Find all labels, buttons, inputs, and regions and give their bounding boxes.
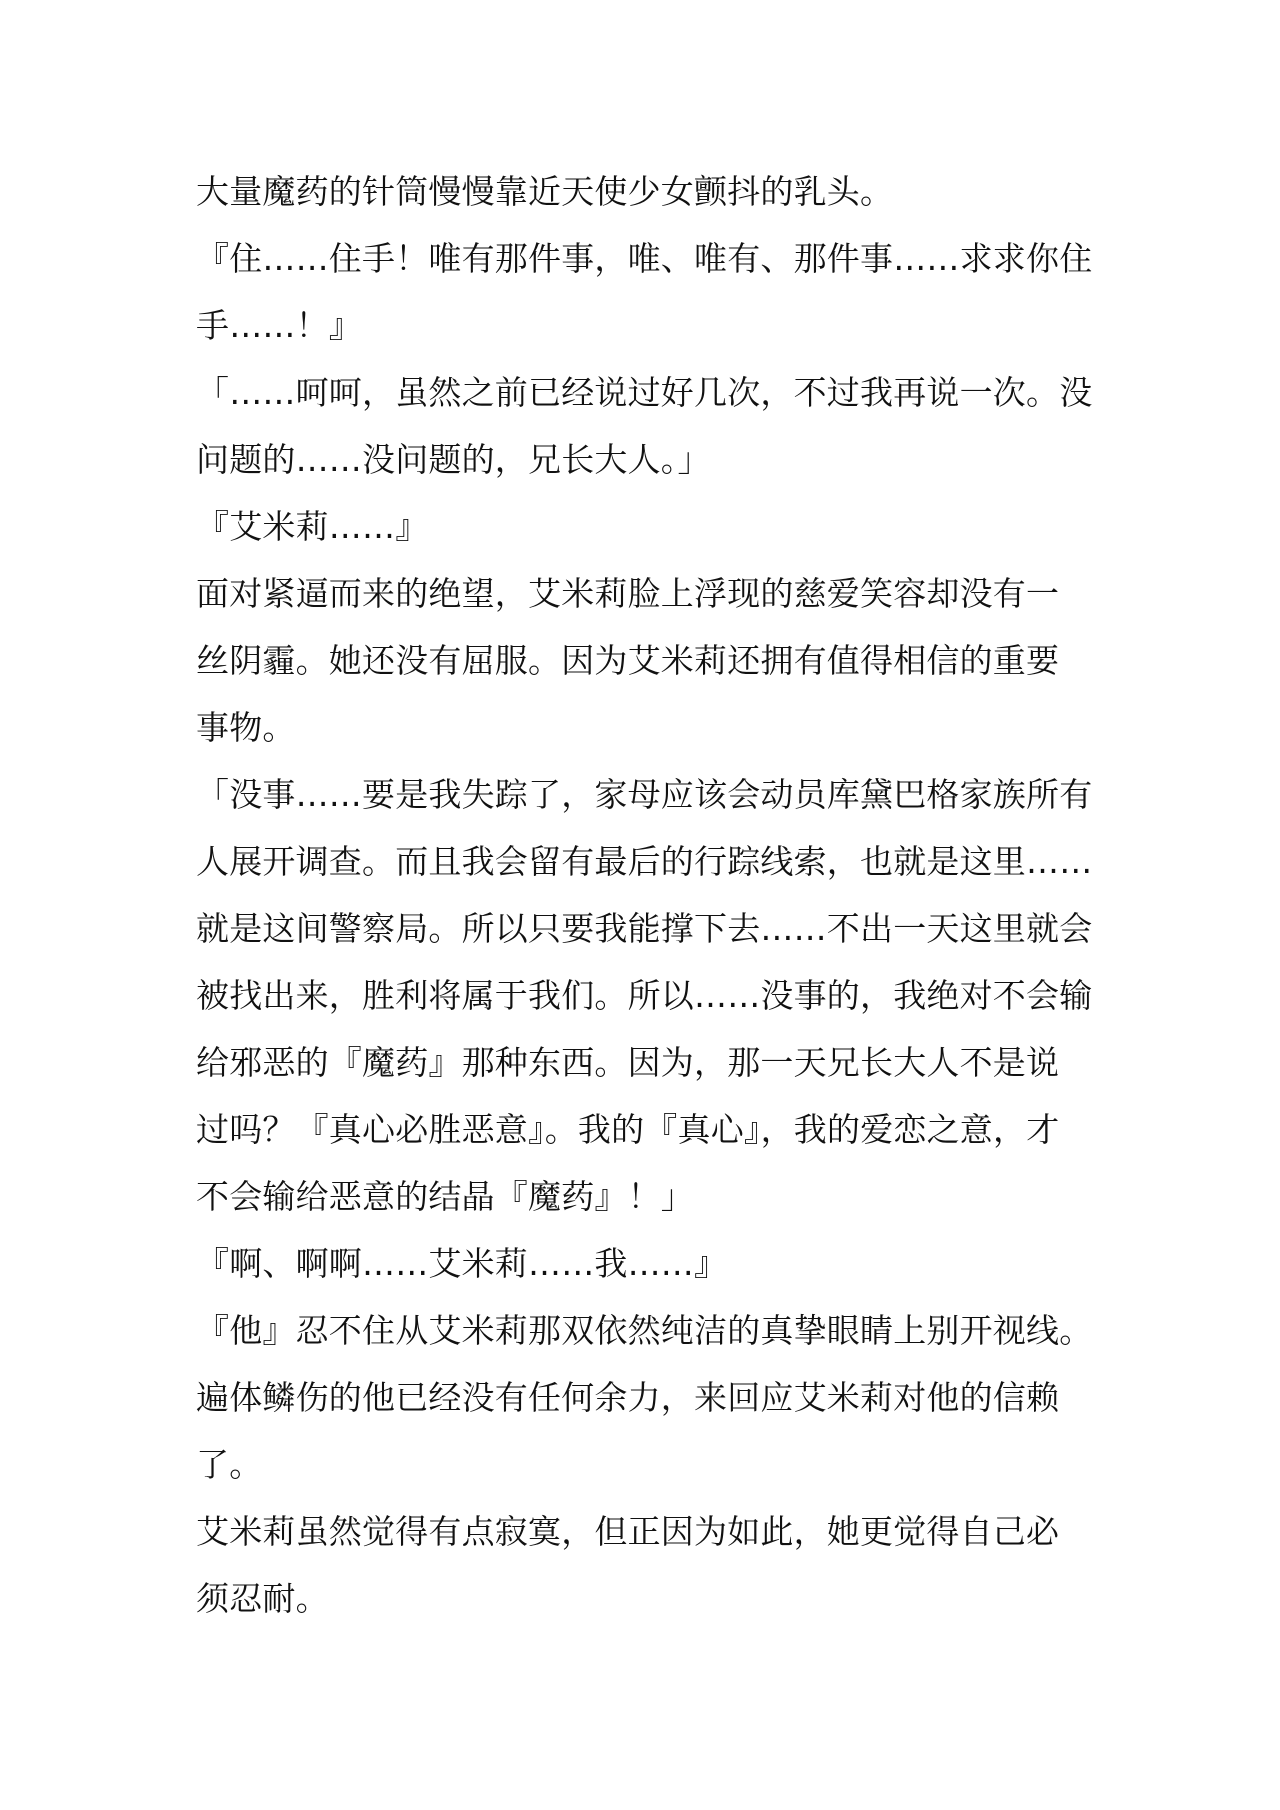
text-line: 遍体鳞伤的他已经没有任何余力，来回应艾米莉对他的信赖 bbox=[196, 1378, 1060, 1417]
text-line: 不会输给恶意的结晶『魔药』！」 bbox=[196, 1177, 694, 1216]
text-line: 艾米莉虽然觉得有点寂寞，但正因为如此，她更觉得自己必 bbox=[196, 1512, 1060, 1551]
text-line: 给邪恶的『魔药』那种东西。因为，那一天兄长大人不是说 bbox=[196, 1043, 1060, 1082]
text-line: 须忍耐。 bbox=[196, 1579, 329, 1618]
text-line: 『艾米莉……』 bbox=[196, 507, 429, 546]
text-line: 过吗？『真心必胜恶意』。我的『真心』，我的爱恋之意，才 bbox=[196, 1110, 1060, 1149]
text-line: 大量魔药的针筒慢慢靠近天使少女颤抖的乳头。 bbox=[196, 172, 894, 211]
text-line: 人展开调查。而且我会留有最后的行踪线索，也就是这里…… bbox=[196, 842, 1093, 881]
body-text bbox=[196, 158, 1116, 1632]
text-line: 「没事……要是我失踪了，家母应该会动员库黛巴格家族所有 bbox=[196, 775, 1093, 814]
text-line: 就是这间警察局。所以只要我能撑下去……不出一天这里就会 bbox=[196, 909, 1093, 948]
text-line: 『他』忍不住从艾米莉那双依然纯洁的真挚眼睛上别开视线。 bbox=[196, 1311, 1093, 1350]
text-line: 面对紧逼而来的绝望，艾米莉脸上浮现的慈爱笑容却没有一 bbox=[196, 574, 1060, 613]
text-line: 事物。 bbox=[196, 708, 296, 747]
text-line: 了。 bbox=[196, 1445, 263, 1484]
text-line: 手……！』 bbox=[196, 306, 362, 345]
text-line: 「……呵呵，虽然之前已经说过好几次，不过我再说一次。没 bbox=[196, 373, 1093, 412]
text-line: 丝阴霾。她还没有屈服。因为艾米莉还拥有值得相信的重要 bbox=[196, 641, 1060, 680]
text-line: 被找出来，胜利将属于我们。所以……没事的，我绝对不会输 bbox=[196, 976, 1093, 1015]
text-line: 问题的……没问题的，兄长大人。」 bbox=[196, 440, 711, 479]
text-line: 『啊、啊啊……艾米莉……我……』 bbox=[196, 1244, 728, 1283]
text-line: 『住……住手！唯有那件事，唯、唯有、那件事……求求你住 bbox=[196, 239, 1093, 278]
